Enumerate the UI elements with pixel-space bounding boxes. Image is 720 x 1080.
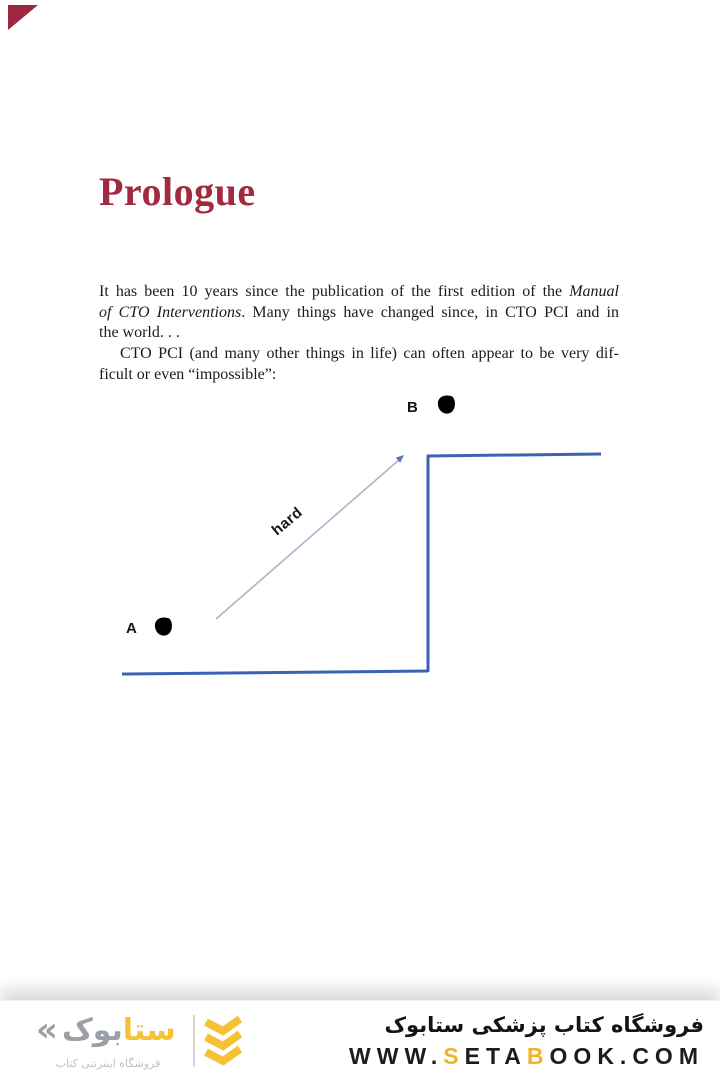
page-title: Prologue — [99, 169, 256, 214]
setabook-logo[interactable] — [36, 1011, 246, 1075]
step-line-bottom — [122, 671, 428, 674]
logo-caption: فروشگاه اینترنتی کتاب — [55, 1057, 161, 1070]
url-segment: WWW. — [349, 1043, 444, 1069]
logo-divider — [193, 1015, 195, 1067]
step-line-top — [427, 454, 601, 456]
point-a-label: A — [126, 620, 137, 637]
url-segment: S — [443, 1043, 465, 1069]
hard-label: hard — [268, 503, 307, 540]
url-segment: B — [526, 1043, 550, 1069]
prologue-paragraph — [99, 282, 619, 386]
footer-right-block — [349, 1011, 704, 1070]
website-url[interactable] — [349, 1043, 704, 1070]
body-line: ficult or even “impossible”: — [99, 365, 277, 383]
url-segment: ETA — [464, 1043, 527, 1069]
body-line: CTO PCI (and many other things in life) can often appear to be very dif- — [120, 345, 619, 363]
stick-figure-b-icon — [438, 395, 455, 440]
logo-wordmark: ستابوک — [62, 1013, 176, 1048]
body-line: It has been 10 years since the publication of the first edition of the Manual — [99, 283, 619, 300]
store-title: فروشگاه کتاب پزشکی ستابوک — [384, 1013, 704, 1037]
logo-chevrons-icon: « — [36, 1010, 58, 1050]
setabook-footer — [0, 1000, 720, 1080]
logo-emblem-icon — [202, 1013, 244, 1071]
hard-arrowhead-icon — [396, 455, 404, 463]
body-line: the world. . . — [99, 324, 180, 342]
hard-arrow — [216, 459, 400, 619]
point-b-label: B — [407, 399, 418, 416]
body-line: of CTO Interventions. Many things have changed since, in CTO PCI and in — [99, 303, 619, 321]
corner-ribbon-icon — [0, 0, 48, 40]
url-segment: OOK.COM — [549, 1043, 704, 1069]
stick-figure-a-icon — [155, 617, 172, 662]
